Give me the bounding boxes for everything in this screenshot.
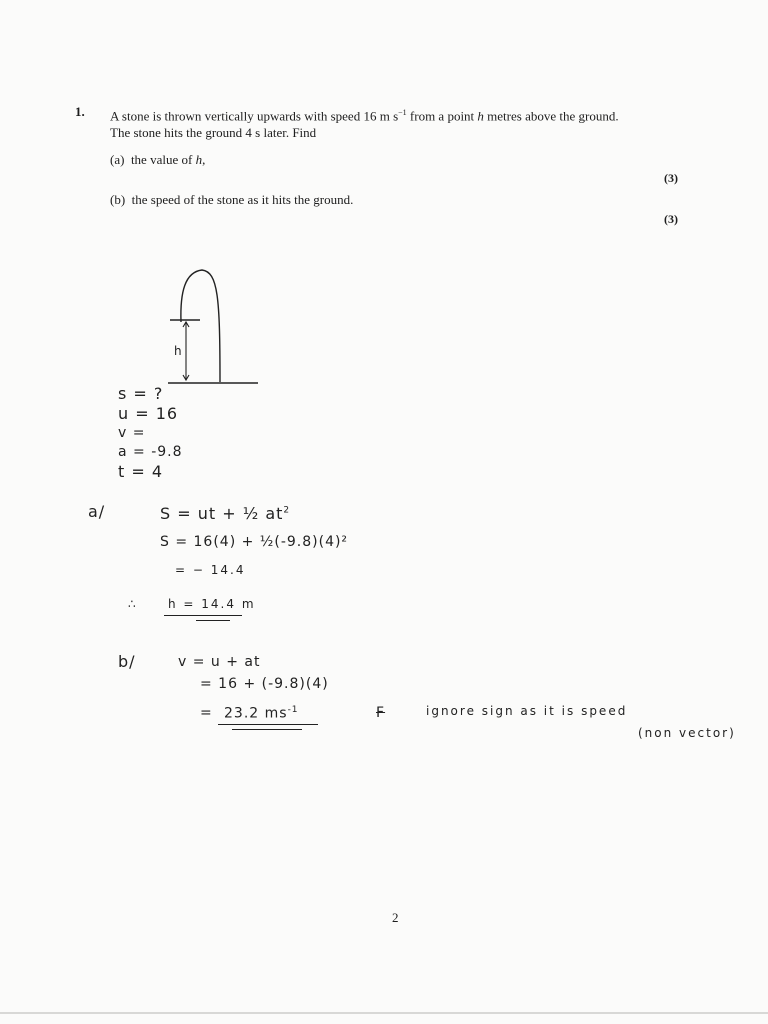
part-a-variable: h bbox=[195, 152, 203, 167]
part-a-label: (a) bbox=[110, 152, 125, 167]
part-b-answer-underline-2 bbox=[232, 729, 302, 730]
part-a-work-line1 bbox=[160, 504, 290, 523]
part-b-answer-value: 23.2 ms bbox=[224, 705, 288, 722]
suvat-t: t = 4 bbox=[118, 462, 164, 481]
part-a-text: the value of bbox=[130, 152, 196, 167]
stem-text-3: metres above the ground. bbox=[483, 108, 619, 124]
height-label: h bbox=[174, 344, 182, 358]
part-a-work-line2: S = 16(4) + ½(-9.8)(4)² bbox=[160, 534, 349, 550]
part-b-work-line2: = 16 + (-9.8)(4) bbox=[200, 676, 329, 692]
part-b-work-label: b/ bbox=[118, 652, 136, 671]
part-a-answer-underline-1 bbox=[164, 615, 242, 616]
part-b-label: (b) bbox=[110, 192, 126, 207]
part-a-end: , bbox=[202, 152, 206, 167]
stem-text-2: from a point bbox=[406, 108, 478, 124]
part-b-equals: = bbox=[200, 705, 213, 721]
stem-superscript: −1 bbox=[398, 108, 407, 117]
page-bottom-edge bbox=[0, 1012, 768, 1014]
question-number: 1. bbox=[75, 104, 85, 119]
speed-note-line2: (non vector) bbox=[638, 726, 736, 740]
part-a-answer-underline-2 bbox=[196, 620, 230, 621]
part-a-work-label: a/ bbox=[88, 502, 106, 521]
stem-variable-h: h bbox=[477, 108, 484, 124]
part-b-answer bbox=[224, 705, 299, 722]
trajectory-sketch bbox=[140, 262, 270, 392]
suvat-a: a = -9.8 bbox=[118, 444, 183, 460]
part-b-answer-sup: -1 bbox=[287, 705, 299, 715]
part-a-equation: S = ut + ½ at bbox=[160, 504, 284, 523]
therefore-symbol: ∴ bbox=[128, 597, 138, 611]
speed-note-line1: ignore sign as it is speed bbox=[426, 704, 628, 718]
part-b-marks: (3) bbox=[664, 212, 678, 226]
trajectory-path bbox=[181, 270, 220, 382]
crossed-out-mark: F bbox=[376, 705, 386, 721]
stem-text-1: A stone is thrown vertically upwards with speed 16 m s bbox=[110, 108, 399, 124]
part-a-marks: (3) bbox=[664, 171, 678, 185]
part-a-equation-sup: 2 bbox=[283, 505, 291, 516]
part-a-work-line3: = − 14.4 bbox=[175, 563, 246, 577]
suvat-v: v = bbox=[118, 425, 146, 441]
stem-line-2: The stone hits the ground 4 s later. Find bbox=[110, 125, 317, 141]
part-b-text: the speed of the stone as it hits the ground. bbox=[131, 192, 354, 207]
page-number: 2 bbox=[392, 910, 399, 925]
suvat-s: s = ? bbox=[118, 384, 164, 403]
part-a-prompt bbox=[110, 152, 205, 168]
part-b-answer-underline-1 bbox=[218, 724, 318, 725]
question-stem bbox=[110, 104, 700, 141]
part-a-answer: h = 14.4 m bbox=[168, 597, 256, 611]
part-b-work-line1: v = u + at bbox=[178, 654, 261, 670]
part-b-prompt bbox=[110, 192, 353, 208]
suvat-u: u = 16 bbox=[118, 404, 179, 423]
